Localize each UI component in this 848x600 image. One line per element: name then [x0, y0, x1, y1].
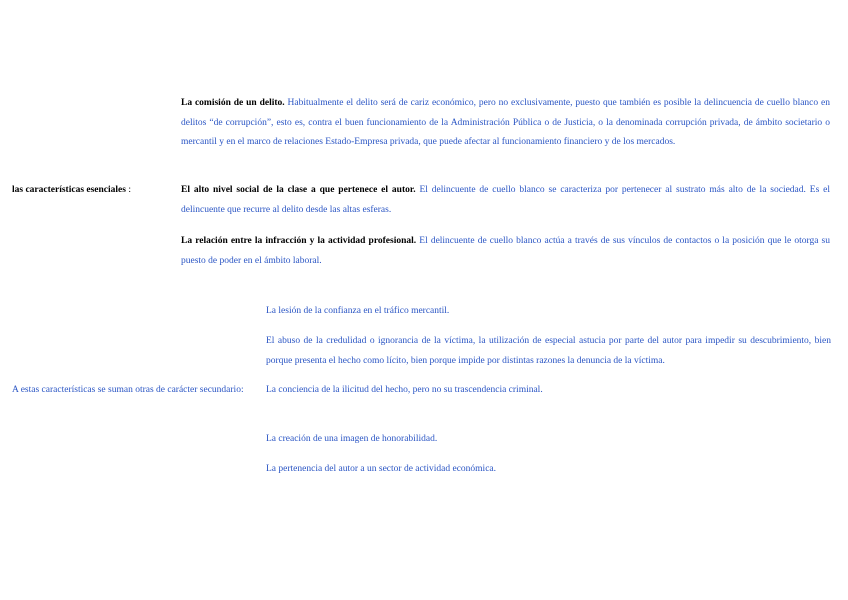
secondary-item-5: La pertenencia del autor a un sector de actividad económica. — [266, 464, 496, 474]
essential-item-3-text: El delincuente de cuello blanco actúa a través de sus vínculos de contactos o la posición que le otorga su puesto de poder en el ámbito laboral. — [181, 236, 830, 266]
secondary-item-3: La conciencia de la ilicitud del hecho, pero no su trascendencia criminal. — [266, 385, 543, 395]
secondary-item-2: El abuso de la credulidad o ignorancia de la víctima, la utilización de especial astucia por parte del autor para impedir su descubrimiento, bien porque presenta el hecho como lícito, bien porque impide por distintas razones la denuncia de la víctima. — [266, 336, 831, 366]
essential-item-1 — [181, 94, 830, 153]
essential-item-1-term: La comisión de un delito. — [181, 98, 285, 108]
essential-item-2-text: El delincuente de cuello blanco se caracteriza por pertenecer al sustrato más alto de la sociedad. Es el delincuente que recurre al delito desde las altas esferas. — [181, 185, 830, 215]
essential-item-2-term: El alto nivel social de la clase a que pertenece el autor. — [181, 185, 416, 195]
essential-label-text: las características esenciales — [12, 185, 126, 195]
secondary-item-1: La lesión de la confianza en el tráfico mercantil. — [266, 306, 450, 316]
essential-item-3-term: La relación entre la infracción y la actividad profesional. — [181, 236, 417, 246]
essential-item-3 — [181, 232, 830, 271]
essential-label — [12, 181, 177, 201]
secondary-item-4: La creación de una imagen de honorabilidad. — [266, 434, 438, 444]
secondary-label: A estas características se suman otras de carácter secundario: — [12, 385, 244, 395]
essential-label-colon: : — [128, 185, 131, 195]
essential-item-1-text: Habitualmente el delito será de cariz económico, pero no exclusivamente, puesto que también es posible la delincuencia de cuello blanco en delitos “de corrupción”, esto es, contra el buen funcionamiento de la Administración Pública o de Justicia, o la denominada corrupción privada, de ámbito societario o mercantil y en el marco de relaciones Estado-Empresa privada, que puede afectar al funcionamiento financiero y de los mercados. — [181, 98, 830, 147]
essential-item-2 — [181, 181, 830, 220]
